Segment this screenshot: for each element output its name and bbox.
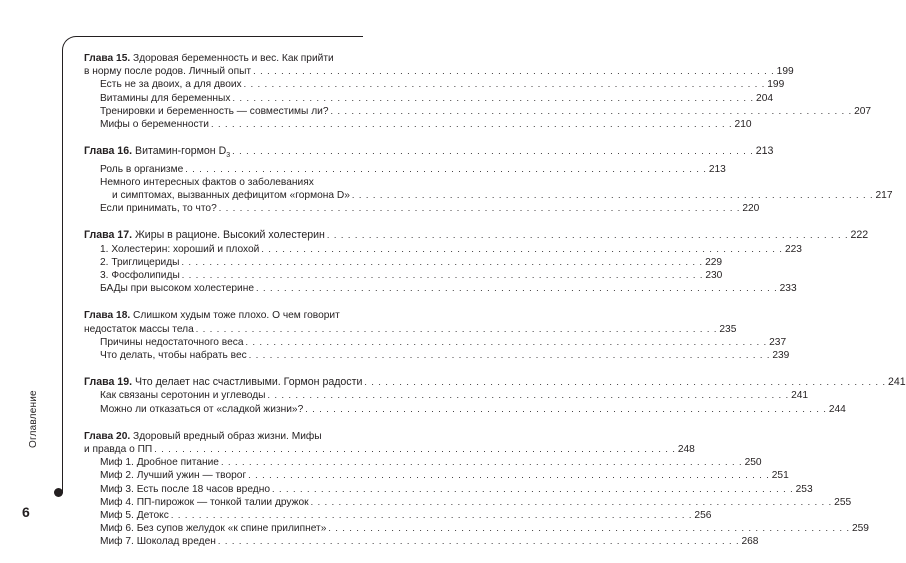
- page-ref: 248: [677, 443, 695, 455]
- chapter-heading: [84, 376, 362, 389]
- toc-entry[interactable]: [84, 456, 762, 469]
- leader-dots: [244, 78, 766, 91]
- chapter-title-cont: недостаток массы тела: [84, 323, 194, 335]
- chapter-title: Витамин-гормон D: [135, 145, 227, 158]
- leader-dots: [246, 336, 768, 349]
- table-of-contents: [84, 52, 906, 563]
- toc-entry[interactable]: [84, 349, 790, 362]
- entry-title: Миф 6. Без супов желудок «к спине прилипнет»: [100, 523, 327, 535]
- entry-title: Что делать, чтобы набрать вес: [100, 349, 247, 361]
- chapter-16: [84, 145, 893, 215]
- page-ref: 213: [755, 145, 774, 158]
- chapter-heading-line: [84, 52, 366, 65]
- page-ref: 237: [769, 336, 787, 348]
- entry-title: Миф 1. Дробное питание: [100, 457, 219, 469]
- toc-entry[interactable]: [84, 163, 726, 176]
- chapter-title: Что делает нас счастливыми. Гормон радости: [135, 376, 363, 389]
- toc-entry[interactable]: [84, 202, 760, 215]
- toc-entry[interactable]: [84, 389, 809, 402]
- page-ref: 239: [772, 349, 790, 361]
- leader-dots: [352, 189, 874, 202]
- toc-entry[interactable]: [84, 118, 752, 131]
- entry-title-line1: Немного интересных фактов о заболеваниях: [100, 176, 314, 188]
- page-ref: 199: [776, 66, 794, 78]
- leader-dots: [219, 202, 741, 215]
- page-ref: 268: [741, 536, 759, 548]
- page-ref: 253: [795, 483, 813, 495]
- entry-title: Можно ли отказаться от «сладкой жизни»?: [100, 403, 304, 415]
- chapter-label: Глава 17.: [84, 229, 133, 242]
- toc-entry[interactable]: [84, 483, 813, 496]
- toc-entry[interactable]: [84, 269, 723, 282]
- entry-title: Миф 7. Шоколад вреден: [100, 536, 216, 548]
- chapter-label: Глава 19.: [84, 376, 133, 389]
- entry-title: Миф 4. ПП-пирожок — тонкой талии дружок: [100, 496, 309, 508]
- leader-dots: [221, 456, 743, 469]
- leader-dots: [305, 403, 827, 416]
- chapter-title: Здоровая беременность и вес. Как прийти: [133, 53, 334, 64]
- page-ref: 241: [887, 376, 906, 389]
- leader-dots: [249, 349, 771, 362]
- toc-entry[interactable]: [84, 323, 737, 336]
- leader-dots: [218, 535, 740, 548]
- chapter-title: Здоровый вредный образ жизни. Мифы: [133, 430, 322, 442]
- chapter-label: Глава 20.: [84, 430, 131, 442]
- leader-dots: [211, 118, 733, 131]
- page-ref: 251: [771, 470, 789, 482]
- chapter-18: [84, 309, 790, 362]
- chapter-heading-line: [84, 430, 366, 443]
- leader-dots: [268, 389, 790, 402]
- entry-title: Если принимать, то что?: [100, 203, 217, 215]
- page-ref: 233: [779, 283, 797, 295]
- entry-title: Тренировки и беременность — совместимы ли?: [100, 105, 329, 117]
- chapter-title: Жиры в рационе. Высокий холестерин: [135, 229, 325, 242]
- leader-dots: [232, 145, 754, 158]
- toc-entry[interactable]: [84, 336, 787, 349]
- page-ref: 244: [828, 403, 846, 415]
- chapter-title-cont: и правда о ПП: [84, 443, 153, 455]
- toc-entry[interactable]: [84, 65, 794, 78]
- toc-entry[interactable]: [84, 376, 906, 389]
- entry-title: Мифы о беременности: [100, 119, 209, 131]
- leader-dots: [272, 483, 794, 496]
- page-ref: 213: [708, 163, 726, 175]
- leader-dots: [261, 243, 783, 256]
- toc-entry[interactable]: [84, 403, 846, 416]
- toc-entry[interactable]: [84, 469, 789, 482]
- leader-dots: [171, 509, 693, 522]
- toc-entry[interactable]: [84, 496, 852, 509]
- entry-title: 2. Триглицериды: [100, 256, 180, 268]
- toc-entry[interactable]: [84, 509, 712, 522]
- page-number: 6: [22, 504, 30, 520]
- page-ref: 217: [875, 189, 893, 201]
- page-ref: 222: [850, 229, 869, 242]
- entry-title: Миф 2. Лучший ужин — творог: [100, 470, 247, 482]
- leader-dots: [196, 323, 718, 336]
- entry-title: Витамины для беременных: [100, 92, 231, 104]
- leader-dots: [154, 443, 676, 456]
- toc-entry[interactable]: [84, 535, 759, 548]
- leader-dots: [182, 269, 704, 282]
- leader-dots: [331, 105, 853, 118]
- page-ref: 210: [734, 119, 752, 131]
- page-ref: 229: [705, 256, 723, 268]
- chapter-title-subscript: 3: [226, 152, 231, 160]
- leader-dots: [328, 522, 850, 535]
- chapter-heading-line: [84, 309, 366, 322]
- chapter-label: Глава 15.: [84, 53, 131, 64]
- entry-title: 3. Фосфолипиды: [100, 269, 180, 281]
- leader-dots: [364, 376, 886, 389]
- toc-entry[interactable]: [84, 189, 893, 202]
- entry-title: 1. Холестерин: хороший и плохой: [100, 243, 260, 255]
- toc-entry[interactable]: [84, 78, 785, 91]
- chapter-label: Глава 16.: [84, 145, 133, 158]
- page-ref: 235: [719, 323, 737, 335]
- entry-title: Причины недостаточного веса: [100, 336, 244, 348]
- page-ref: 207: [854, 105, 872, 117]
- chapter-title-cont: в норму после родов. Личный опыт: [84, 66, 252, 78]
- entry-title: Миф 3. Есть после 18 часов вредно: [100, 483, 271, 495]
- page-ref: 250: [744, 457, 762, 469]
- chapter-15: [84, 52, 872, 131]
- entry-title: Миф 5. Детокс: [100, 510, 169, 521]
- toc-entry[interactable]: [84, 522, 869, 535]
- leader-dots: [256, 282, 778, 295]
- chapter-17: [84, 229, 869, 295]
- leader-dots: [311, 496, 833, 509]
- toc-entry[interactable]: [84, 243, 802, 256]
- leader-dots: [327, 229, 849, 242]
- leader-dots: [253, 65, 775, 78]
- leader-dots: [248, 469, 770, 482]
- toc-entry[interactable]: [84, 443, 695, 456]
- page-ref: 230: [705, 269, 723, 281]
- page-ref: 223: [784, 243, 802, 255]
- chapter-title: Слишком худым тоже плохо. О чем говорит: [133, 310, 340, 322]
- entry-title: и симптомах, вызванных дефицитом «гормона D»: [112, 189, 350, 201]
- leader-dots: [185, 163, 707, 176]
- page-ref: 256: [694, 510, 712, 521]
- chapter-heading: [84, 145, 230, 162]
- page-ref: 255: [834, 496, 852, 508]
- chapter-heading: [84, 229, 325, 242]
- page-ref: 220: [742, 203, 760, 215]
- entry-title: БАДы при высоком холестерине: [100, 283, 255, 295]
- toc-entry[interactable]: [84, 282, 797, 295]
- page-ref: 259: [851, 523, 869, 535]
- entry-title: Есть не за двоих, а для двоих: [100, 79, 242, 91]
- chapter-label: Глава 18.: [84, 310, 131, 322]
- page-ref: 241: [791, 390, 809, 402]
- chapter-20: [84, 430, 869, 549]
- toc-entry[interactable]: [84, 105, 872, 118]
- toc-entry[interactable]: [84, 145, 774, 162]
- leader-dots: [232, 92, 754, 105]
- toc-entry[interactable]: [84, 256, 723, 269]
- toc-entry[interactable]: [84, 92, 774, 105]
- section-title: Оглавление: [28, 390, 39, 448]
- leader-dots: [181, 256, 703, 269]
- page-ref: 204: [756, 92, 774, 104]
- entry-title: Как связаны серотонин и углеводы: [100, 390, 266, 402]
- toc-entry[interactable]: [84, 229, 869, 242]
- chapter-19: [84, 376, 906, 416]
- frame-bullet: [54, 488, 63, 497]
- page-ref: 199: [767, 79, 785, 91]
- entry-title: Роль в организме: [100, 163, 184, 175]
